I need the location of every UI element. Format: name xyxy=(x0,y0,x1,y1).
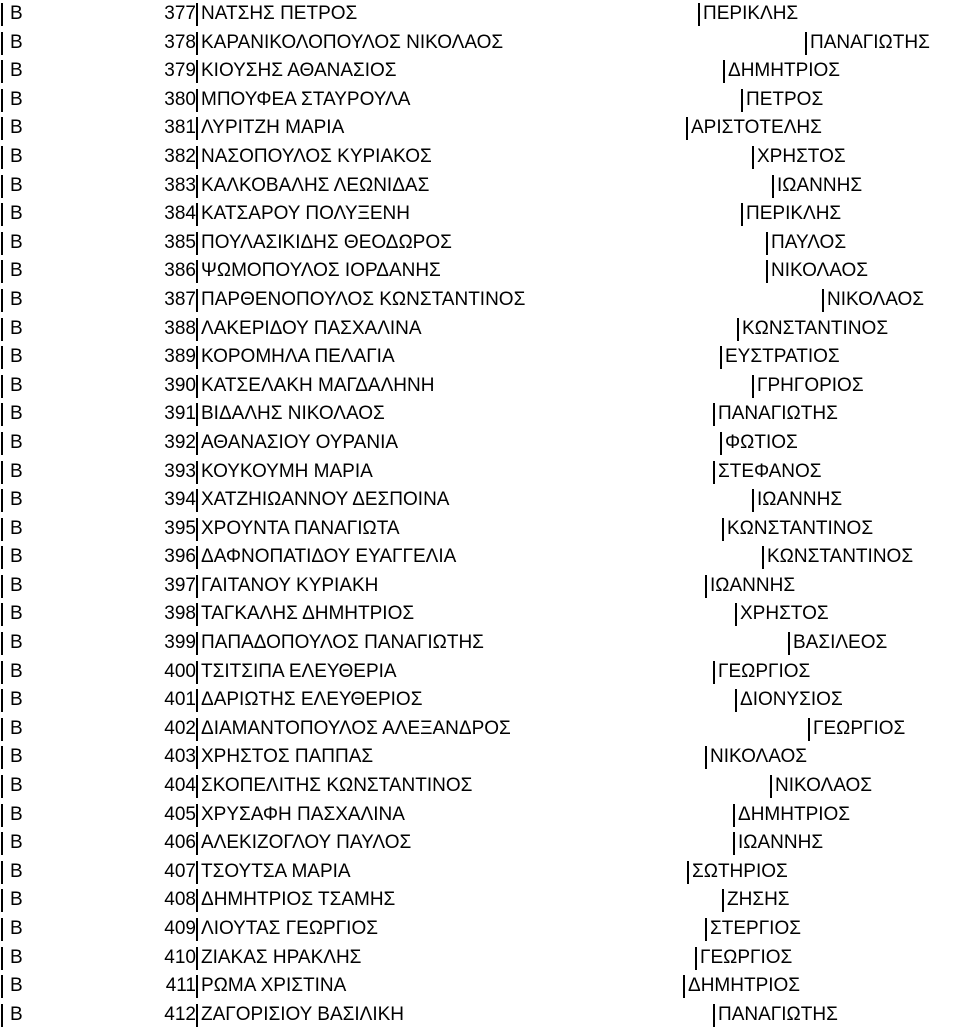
table-row xyxy=(0,715,960,744)
cell-divider xyxy=(713,403,715,426)
cell-divider xyxy=(770,775,772,798)
cell-divider xyxy=(196,603,198,626)
number-cell: 382 xyxy=(164,145,196,167)
cell-divider xyxy=(196,232,198,255)
number-cell: 394 xyxy=(164,489,196,511)
cell-divider xyxy=(1,117,3,140)
cell-divider xyxy=(196,375,198,398)
name-cell: ΔΙΑΜΑΝΤΟΠΟΥΛΟΣ ΑΛΕΞΑΝΔΡΟΣ xyxy=(201,717,511,739)
name-cell: ΣΚΟΠΕΛΙΤΗΣ ΚΩΝΣΤΑΝΤΙΝΟΣ xyxy=(201,775,473,797)
cell-divider xyxy=(1,575,3,598)
cell-divider xyxy=(1,375,3,398)
cell-divider xyxy=(1,346,3,369)
cell-divider xyxy=(1,718,3,741)
number-cell: 406 xyxy=(164,832,196,854)
name-cell: ΚΑΡΑΝΙΚΟΛΟΠΟΥΛΟΣ ΝΙΚΟΛΑΟΣ xyxy=(201,31,504,53)
number-cell: 405 xyxy=(164,803,196,825)
cell-divider xyxy=(720,346,722,369)
cell-divider xyxy=(1,975,3,998)
table-row xyxy=(0,600,960,629)
name-cell: ΨΩΜΟΠΟΥΛΟΣ ΙΟΡΔΑΝΗΣ xyxy=(201,260,441,282)
cell-divider xyxy=(196,318,198,341)
table-row xyxy=(0,629,960,658)
table-row xyxy=(0,858,960,887)
table-row xyxy=(0,57,960,86)
name-cell: ΑΘΑΝΑΣΙΟΥ ΟΥΡΑΝΙΑ xyxy=(201,431,399,453)
category-cell: Β xyxy=(10,946,23,968)
cell-divider xyxy=(1,175,3,198)
name-cell: ΓΑΙΤΑΝΟΥ ΚΥΡΙΑΚΗ xyxy=(201,574,379,596)
cell-divider xyxy=(196,89,198,112)
father-name-cell: ΙΩΑΝΝΗΣ xyxy=(757,489,843,511)
cell-divider xyxy=(196,489,198,512)
table-row xyxy=(0,658,960,687)
table-row xyxy=(0,944,960,973)
cell-divider xyxy=(1,1004,3,1027)
cell-divider xyxy=(196,346,198,369)
name-cell: ΚΑΤΣΕΛΑΚΗ ΜΑΓΔΑΛΗΝΗ xyxy=(201,374,435,396)
cell-divider xyxy=(723,60,725,83)
father-name-cell: ΠΑΝΑΓΙΩΤΗΣ xyxy=(810,31,930,53)
cell-divider xyxy=(683,975,685,998)
father-name-cell: ΙΩΑΝΝΗΣ xyxy=(738,832,824,854)
father-name-cell: ΓΡΗΓΟΡΙΟΣ xyxy=(757,374,864,396)
number-cell: 396 xyxy=(164,546,196,568)
cell-divider xyxy=(196,804,198,827)
category-cell: Β xyxy=(10,717,23,739)
father-name-cell: ΕΥΣΤΡΑΤΙΟΣ xyxy=(725,346,840,368)
cell-divider xyxy=(196,661,198,684)
cell-divider xyxy=(196,461,198,484)
cell-divider xyxy=(733,804,735,827)
category-cell: Β xyxy=(10,918,23,939)
table-row xyxy=(0,229,960,258)
number-cell: 390 xyxy=(164,374,196,396)
name-cell: ΤΣΙΤΣΙΠΑ ΕΛΕΥΘΕΡΙΑ xyxy=(201,660,397,682)
cell-divider xyxy=(196,718,198,741)
cell-divider xyxy=(196,3,198,26)
cell-divider xyxy=(196,775,198,798)
category-cell: Β xyxy=(10,1003,23,1025)
father-name-cell: ΖΗΣΗΣ xyxy=(727,889,790,911)
table-row xyxy=(0,400,960,429)
cell-divider xyxy=(1,603,3,626)
table-row xyxy=(0,143,960,172)
number-cell: 404 xyxy=(164,775,196,797)
name-cell: ΧΡΟΥΝΤΑ ΠΑΝΑΓΙΩΤΑ xyxy=(201,517,400,539)
cell-divider xyxy=(1,689,3,712)
cell-divider xyxy=(196,746,198,769)
table-row xyxy=(0,772,960,801)
cell-divider xyxy=(687,861,689,884)
table-row xyxy=(0,429,960,458)
father-name-cell: ΔΗΜΗΤΡΙΟΣ xyxy=(688,975,801,997)
number-cell: 403 xyxy=(164,746,196,768)
table-row xyxy=(0,343,960,372)
cell-divider xyxy=(720,432,722,455)
category-cell: Β xyxy=(10,3,23,24)
father-name-cell: ΑΡΙΣΤΟΤΕΛΗΣ xyxy=(691,117,822,139)
category-cell: Β xyxy=(10,746,23,768)
father-name-cell: ΧΡΗΣΤΟΣ xyxy=(757,145,846,167)
category-cell: Β xyxy=(10,832,23,854)
category-cell: Β xyxy=(10,260,23,282)
category-cell: Β xyxy=(10,145,23,167)
number-cell: 391 xyxy=(164,403,196,425)
name-cell: ΤΑΓΚΑΛΗΣ ΔΗΜΗΤΡΙΟΣ xyxy=(201,603,415,625)
category-cell: Β xyxy=(10,88,23,110)
cell-divider xyxy=(822,289,824,312)
table-row xyxy=(0,915,960,944)
father-name-cell: ΓΕΩΡΓΙΟΣ xyxy=(700,946,793,968)
cell-divider xyxy=(733,832,735,855)
category-cell: Β xyxy=(10,603,23,625)
father-name-cell: ΧΡΗΣΤΟΣ xyxy=(740,603,829,625)
cell-divider xyxy=(686,117,688,140)
cell-divider xyxy=(196,146,198,169)
number-cell: 407 xyxy=(164,860,196,882)
cell-divider xyxy=(1,89,3,112)
cell-divider xyxy=(741,203,743,226)
table-row xyxy=(0,1001,960,1030)
cell-divider xyxy=(713,1004,715,1027)
father-name-cell: ΣΩΤΗΡΙΟΣ xyxy=(692,860,788,882)
father-name-cell: ΣΤΕΦΑΝΟΣ xyxy=(718,460,822,482)
cell-divider xyxy=(1,432,3,455)
father-name-cell: ΚΩΝΣΤΑΝΤΙΝΟΣ xyxy=(767,546,914,568)
cell-divider xyxy=(196,203,198,226)
father-name-cell: ΓΕΩΡΓΙΟΣ xyxy=(718,660,811,682)
table-row xyxy=(0,829,960,858)
cell-divider xyxy=(1,546,3,569)
category-cell: Β xyxy=(10,431,23,453)
table-row xyxy=(0,543,960,572)
cell-divider xyxy=(196,889,198,912)
category-cell: Β xyxy=(10,660,23,682)
cell-divider xyxy=(741,89,743,112)
number-cell: 380 xyxy=(164,88,196,110)
table-row xyxy=(0,886,960,915)
name-cell: ΤΣΟΥΤΣΑ ΜΑΡΙΑ xyxy=(201,860,351,882)
name-cell: ΛΙΟΥΤΑΣ ΓΕΩΡΓΙΟΣ xyxy=(201,918,378,939)
category-cell: Β xyxy=(10,288,23,310)
name-cell: ΖΑΓΟΡΙΣΙΟΥ ΒΑΣΙΛΙΚΗ xyxy=(201,1003,405,1025)
cell-divider xyxy=(1,632,3,655)
category-cell: Β xyxy=(10,174,23,196)
name-cell: ΠΟΥΛΑΣΙΚΙΔΗΣ ΘΕΟΔΩΡΟΣ xyxy=(201,231,452,253)
cell-divider xyxy=(1,489,3,512)
number-cell: 377 xyxy=(164,3,196,24)
number-cell: 400 xyxy=(164,660,196,682)
cell-divider xyxy=(1,203,3,226)
number-cell: 388 xyxy=(164,317,196,339)
father-name-cell: ΠΑΥΛΟΣ xyxy=(771,231,847,253)
table-row xyxy=(0,286,960,315)
table-row xyxy=(0,114,960,143)
category-cell: Β xyxy=(10,231,23,253)
father-name-cell: ΚΩΝΣΤΑΝΤΙΝΟΣ xyxy=(742,317,889,339)
cell-divider xyxy=(196,832,198,855)
category-cell: Β xyxy=(10,517,23,539)
category-cell: Β xyxy=(10,203,23,225)
cell-divider xyxy=(737,318,739,341)
category-cell: Β xyxy=(10,346,23,368)
category-cell: Β xyxy=(10,689,23,711)
cell-divider xyxy=(705,918,707,941)
cell-divider xyxy=(762,546,764,569)
cell-divider xyxy=(196,1004,198,1027)
number-cell: 393 xyxy=(164,460,196,482)
cell-divider xyxy=(1,746,3,769)
cell-divider xyxy=(752,489,754,512)
father-name-cell: ΠΕΡΙΚΛΗΣ xyxy=(746,203,842,225)
cell-divider xyxy=(1,60,3,83)
father-name-cell: ΔΗΜΗΤΡΙΟΣ xyxy=(738,803,851,825)
number-cell: 379 xyxy=(164,60,196,82)
category-cell: Β xyxy=(10,374,23,396)
father-name-cell: ΠΕΤΡΟΣ xyxy=(746,88,824,110)
cell-divider xyxy=(1,3,3,26)
number-cell: 386 xyxy=(164,260,196,282)
cell-divider xyxy=(1,889,3,912)
cell-divider xyxy=(735,689,737,712)
category-cell: Β xyxy=(10,889,23,911)
number-cell: 411 xyxy=(165,975,196,997)
cell-divider xyxy=(196,689,198,712)
father-name-cell: ΙΩΑΝΝΗΣ xyxy=(710,574,796,596)
category-cell: Β xyxy=(10,489,23,511)
cell-divider xyxy=(196,117,198,140)
table-row xyxy=(0,743,960,772)
table-row xyxy=(0,200,960,229)
father-name-cell: ΝΙΚΟΛΑΟΣ xyxy=(775,775,873,797)
table-row xyxy=(0,686,960,715)
cell-divider xyxy=(1,947,3,970)
cell-divider xyxy=(1,289,3,312)
cell-divider xyxy=(1,861,3,884)
name-cell: ΖΙΑΚΑΣ ΗΡΑΚΛΗΣ xyxy=(201,946,362,968)
number-cell: 409 xyxy=(164,918,196,939)
cell-divider xyxy=(196,32,198,55)
father-name-cell: ΦΩΤΙΟΣ xyxy=(725,431,798,453)
name-cell: ΛΥΡΙΤΖΗ ΜΑΡΙΑ xyxy=(201,117,345,139)
number-cell: 399 xyxy=(164,632,196,654)
cell-divider xyxy=(1,403,3,426)
category-cell: Β xyxy=(10,317,23,339)
name-cell: ΚΟΥΚΟΥΜΗ ΜΑΡΙΑ xyxy=(201,460,373,482)
cell-divider xyxy=(698,3,700,26)
name-cell: ΔΗΜΗΤΡΙΟΣ ΤΣΑΜΗΣ xyxy=(201,889,396,911)
cell-divider xyxy=(196,575,198,598)
name-cell: ΠΑΠΑΔΟΠΟΥΛΟΣ ΠΑΝΑΓΙΩΤΗΣ xyxy=(201,632,484,654)
category-cell: Β xyxy=(10,632,23,654)
name-cell: ΜΠΟΥΦΕΑ ΣΤΑΥΡΟΥΛΑ xyxy=(201,88,411,110)
father-name-cell: ΔΙΟΝΥΣΙΟΣ xyxy=(740,689,843,711)
category-cell: Β xyxy=(10,574,23,596)
cell-divider xyxy=(808,718,810,741)
cell-divider xyxy=(196,632,198,655)
cell-divider xyxy=(196,546,198,569)
cell-divider xyxy=(196,175,198,198)
table-row xyxy=(0,458,960,487)
table-row xyxy=(0,801,960,830)
cell-divider xyxy=(766,232,768,255)
number-cell: 410 xyxy=(164,946,196,968)
category-cell: Β xyxy=(10,403,23,425)
cell-divider xyxy=(1,832,3,855)
number-cell: 397 xyxy=(164,574,196,596)
father-name-cell: ΚΩΝΣΤΑΝΤΙΝΟΣ xyxy=(727,517,874,539)
name-cell: ΔΑΡΙΩΤΗΣ ΕΛΕΥΘΕΡΙΟΣ xyxy=(201,689,423,711)
cell-divider xyxy=(1,918,3,941)
cell-divider xyxy=(705,746,707,769)
cell-divider xyxy=(1,260,3,283)
cell-divider xyxy=(713,661,715,684)
cell-divider xyxy=(1,318,3,341)
category-cell: Β xyxy=(10,31,23,53)
category-cell: Β xyxy=(10,860,23,882)
father-name-cell: ΝΙΚΟΛΑΟΣ xyxy=(771,260,869,282)
category-cell: Β xyxy=(10,117,23,139)
name-cell: ΚΟΡΟΜΗΛΑ ΠΕΛΑΓΙΑ xyxy=(201,346,395,368)
number-cell: 395 xyxy=(164,517,196,539)
father-name-cell: ΒΑΣΙΛΕΟΣ xyxy=(793,632,888,654)
cell-divider xyxy=(196,289,198,312)
name-cell: ΧΡΥΣΑΦΗ ΠΑΣΧΑΛΙΝΑ xyxy=(201,803,405,825)
table-row xyxy=(0,972,960,1001)
cell-divider xyxy=(196,975,198,998)
name-cell: ΧΡΗΣΤΟΣ ΠΑΠΠΑΣ xyxy=(201,746,374,768)
cell-divider xyxy=(722,889,724,912)
cell-divider xyxy=(788,632,790,655)
name-cell: ΝΑΤΣΗΣ ΠΕΤΡΟΣ xyxy=(201,3,358,24)
name-cell: ΚΙΟΥΣΗΣ ΑΘΑΝΑΣΙΟΣ xyxy=(201,60,397,82)
table-row xyxy=(0,0,960,29)
cell-divider xyxy=(196,432,198,455)
table-row xyxy=(0,372,960,401)
cell-divider xyxy=(196,861,198,884)
cell-divider xyxy=(196,918,198,941)
cell-divider xyxy=(705,575,707,598)
cell-divider xyxy=(1,518,3,541)
number-cell: 392 xyxy=(164,431,196,453)
cell-divider xyxy=(695,947,697,970)
cell-divider xyxy=(752,146,754,169)
number-cell: 389 xyxy=(164,346,196,368)
name-cell: ΚΑΤΣΑΡΟΥ ΠΟΛΥΞΕΝΗ xyxy=(201,203,410,225)
father-name-cell: ΠΑΝΑΓΙΩΤΗΣ xyxy=(718,1003,838,1025)
father-name-cell: ΝΙΚΟΛΑΟΣ xyxy=(827,288,925,310)
number-cell: 381 xyxy=(164,117,196,139)
name-cell: ΔΑΦΝΟΠΑΤΙΔΟΥ ΕΥΑΓΓΕΛΙΑ xyxy=(201,546,457,568)
table-row xyxy=(0,172,960,201)
cell-divider xyxy=(196,403,198,426)
name-cell: ΠΑΡΘΕΝΟΠΟΥΛΟΣ ΚΩΝΣΤΑΝΤΙΝΟΣ xyxy=(201,288,526,310)
father-name-cell: ΓΕΩΡΓΙΟΣ xyxy=(813,717,906,739)
table-row xyxy=(0,315,960,344)
number-cell: 383 xyxy=(164,174,196,196)
table-row xyxy=(0,572,960,601)
cell-divider xyxy=(772,175,774,198)
cell-divider xyxy=(713,461,715,484)
cell-divider xyxy=(1,661,3,684)
father-name-cell: ΙΩΑΝΝΗΣ xyxy=(777,174,863,196)
cell-divider xyxy=(752,375,754,398)
number-cell: 408 xyxy=(164,889,196,911)
name-cell: ΚΑΛΚΟΒΑΛΗΣ ΛΕΩΝΙΔΑΣ xyxy=(201,174,430,196)
table-row xyxy=(0,257,960,286)
father-name-cell: ΝΙΚΟΛΑΟΣ xyxy=(710,746,808,768)
name-cell: ΑΛΕΚΙΖΟΓΛΟΥ ΠΑΥΛΟΣ xyxy=(201,832,412,854)
number-cell: 385 xyxy=(164,231,196,253)
name-cell: ΝΑΣΟΠΟΥΛΟΣ ΚΥΡΙΑΚΟΣ xyxy=(201,145,432,167)
number-cell: 384 xyxy=(164,203,196,225)
table-row xyxy=(0,515,960,544)
name-cell: ΧΑΤΖΗΙΩΑΝΝΟΥ ΔΕΣΠΟΙΝΑ xyxy=(201,489,450,511)
category-cell: Β xyxy=(10,546,23,568)
table-row xyxy=(0,86,960,115)
number-cell: 402 xyxy=(164,717,196,739)
cell-divider xyxy=(1,461,3,484)
cell-divider xyxy=(1,32,3,55)
father-name-cell: ΠΕΡΙΚΛΗΣ xyxy=(703,3,799,24)
cell-divider xyxy=(1,232,3,255)
number-cell: 412 xyxy=(164,1003,196,1025)
number-cell: 401 xyxy=(164,689,196,711)
name-cell: ΡΩΜΑ ΧΡΙΣΤΙΝΑ xyxy=(201,975,347,997)
cell-divider xyxy=(735,603,737,626)
cell-divider xyxy=(805,32,807,55)
number-cell: 398 xyxy=(164,603,196,625)
father-name-cell: ΔΗΜΗΤΡΙΟΣ xyxy=(728,60,841,82)
category-cell: Β xyxy=(10,60,23,82)
table-row xyxy=(0,486,960,515)
category-cell: Β xyxy=(10,775,23,797)
number-cell: 387 xyxy=(164,288,196,310)
cell-divider xyxy=(1,775,3,798)
cell-divider xyxy=(722,518,724,541)
cell-divider xyxy=(1,146,3,169)
cell-divider xyxy=(1,804,3,827)
name-cell: ΛΑΚΕΡΙΔΟΥ ΠΑΣΧΑΛΙΝΑ xyxy=(201,317,422,339)
name-cell: ΒΙΔΑΛΗΣ ΝΙΚΟΛΑΟΣ xyxy=(201,403,385,425)
cell-divider xyxy=(196,260,198,283)
category-cell: Β xyxy=(10,460,23,482)
father-name-cell: ΣΤΕΡΓΙΟΣ xyxy=(710,918,801,939)
cell-divider xyxy=(766,260,768,283)
father-name-cell: ΠΑΝΑΓΙΩΤΗΣ xyxy=(718,403,838,425)
cell-divider xyxy=(196,947,198,970)
number-cell: 378 xyxy=(164,31,196,53)
category-cell: Β xyxy=(10,803,23,825)
category-cell: Β xyxy=(10,975,23,997)
cell-divider xyxy=(196,518,198,541)
cell-divider xyxy=(196,60,198,83)
table-row xyxy=(0,29,960,58)
